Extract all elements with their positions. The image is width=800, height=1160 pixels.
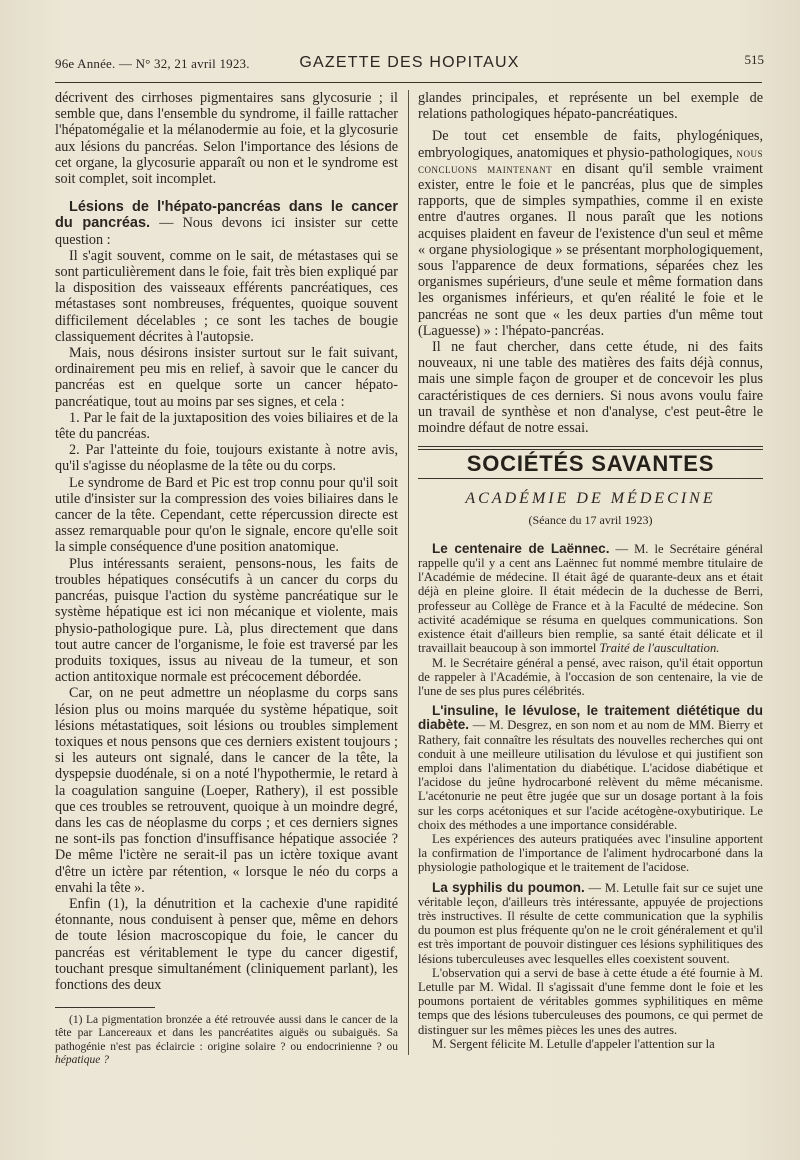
page-header — [55, 50, 764, 74]
paragraph-part: De tout cet ensemble de faits, phylogéniques, embryologiques, anatomiques et physio-pathologiques, — [418, 128, 763, 161]
list-item: 2. Par l'atteinte du foie, toujours existante à notre avis, qu'il s'agisse du néoplasme de la tête ou du corps. — [55, 442, 398, 475]
paragraph: Les expériences des auteurs pratiquées avec l'insuline apportent la confirmation de l'importance de l'aliment hydrocarboné dans la physiologie pathologique et le traitement de l'acidose. — [418, 831, 763, 875]
left-column — [55, 90, 398, 1067]
section-rule — [418, 446, 763, 450]
paragraph: M. le Secrétaire général a pensé, avec raison, qu'il était opportun de rappeler à l'Académie, à l'occasion de son centenaire, la vie de l'une de ses plus pures célébrités. — [418, 655, 763, 698]
societes-savantes-heading: SOCIÉTÉS SAVANTES — [466, 451, 715, 477]
syphilis-text: — M. Letulle fait sur ce sujet une véritable leçon, d'ailleurs très intéressante, appuyée de projections très instructives. Il résulte de cette communication que la syphilis du poumon est plus fréquente qu'on ne le croit généralement et qu'il est très important de pouvoir distinguer ces lésions syphilitiques des lésions tuberculeuses avec lesquelles elles coexistent souvent. — [418, 880, 763, 966]
paragraph: Il s'agit souvent, comme on le sait, de métastases qui se sont particulièrement dans le foie, fait très bien expliqué par la disposition des vaisseaux efférents pancréatiques, ces métastases sont nombreuses, fréquentes, quoique souvent difficilement décelables ; ce sont les taches de bougie classiquement décrites à l'autopsie. — [55, 247, 398, 345]
laennec-paragraph — [418, 542, 763, 656]
paragraph: décrivent des cirrhoses pigmentaires sans glycosurie ; il semble que, dans l'ensemble du syndrome, il faille rattacher l'hépatomégalie et la mélanodermie au foie, et la glycosurie aux lésions du pancréas. Selon l'importance des lésions de cet organe, la glycosurie apparaît ou non et le syndrome est soit complet, soit incomplet. — [55, 90, 398, 188]
paragraph: Mais, nous désirons insister surtout sur le fait suivant, ordinairement peu mis en relief, à savoir que le cancer du pancréas est en quelque sorte un cancer hépato-pancréatique, tout au moins par ses signes, et cela : — [55, 345, 398, 410]
journal-title: GAZETTE DES HOPITAUX — [299, 54, 520, 71]
footnote-text: (1) La pigmentation bronzée a été retrouvée aussi dans le cancer de la tête par Lancereaux et dans les pancréatites aiguës ou subaiguës. Sa pathogénie n'est pas éclaircie : origine solaire ? ou endocrinienne ? ou — [55, 1014, 398, 1053]
section-rule — [418, 478, 763, 479]
paragraph: Plus intéressants seraient, pensons-nous, les faits de troubles hépatiques consécutifs à un cancer du corps du pancréas, puisque l'action du système pancréatique sur le système hépatique est ici non mécanique et violente, mais physio-pathologique pure. Là, plus directement que dans tout autre cancer de l'organisme, le foie est traversé par les produits toxiques, issus au niveau de la tumeur, et son action antitoxique normale est précocement débordée. — [55, 555, 398, 686]
laennec-text: — M. le Secrétaire général rappelle qu'il y a cent ans Laënnec fut nommé membre titulaire de l'Académie de médecine. Il était âgé de quarante-deux ans et était déjà en pleine gloire. Il était médecin de la duchesse de Berri, professeur au Collège de France et à la Faculté de médecine. Son activité académique se résuma en quelques communications. Son existence était d'ailleurs bien remplie, sa santé était délicate et il travaillait beaucoup à son immortel — [418, 541, 763, 656]
paragraph: Car, on ne peut admettre un néoplasme du corps sans lésion plus ou moins marquée du système hépatique, soit lésions métastatiques, soit lésions ou troubles simplement toxiques et nous pensons que ces derniers existent toujours ; si les auteurs ont signalé, dans le cancer de la tête, la dyspepsie duodénale, si on a noté l'hypothermie, le retard à la coagulation sanguine (Loeper, Rathery), il est possible que ces troubles se retrouvent, quoique à un moindre degré, dans les cas de néoplasme du corps ; et ces derniers signes ne sont-ils pas fonction d'insuffisance hépatique associée ? De même l'ictère ne serait-il pas un ictère toxique avant d'être un ictère par rétention, « lorsque le néo du corps a envahi la tête ». — [55, 685, 398, 896]
section-lead: — Nous devons ici insister sur cette question : — [55, 215, 398, 248]
section-title: Lésions de l'hépato-pancréas dans le cancer du pancréas. — [55, 199, 398, 232]
small-caps-text: nous concluons maintenant — [418, 145, 763, 176]
footnote-rule — [55, 1007, 155, 1008]
footnote — [55, 1014, 398, 1067]
paragraph: M. Sergent félicite M. Letulle d'appeler l'attention sur la — [432, 1036, 715, 1051]
syphilis-title: La syphilis du poumon. — [432, 879, 585, 895]
column-divider — [408, 90, 409, 1055]
syphilis-paragraph — [418, 881, 763, 966]
proceedings — [418, 542, 763, 1051]
issue-info: 96e Année. — N° 32, 21 avril 1923. — [55, 56, 250, 71]
laennec-italic: Traité de l'auscultation. — [599, 641, 720, 656]
insuline-title: L'insuline, le lévulose, le traitement diététique du diabète. — [418, 703, 763, 733]
paragraph: Enfin (1), la dénutrition et la cachexie d'une rapidité étonnante, nous conduisent à penser que, même en dehors de toute lésion macroscopique du foie, le cancer du pancréas est véritablement le type du cancer digestif, touchant presque simultanément (cliniquement parlant), les fonctions des deux — [55, 895, 398, 993]
insuline-paragraph — [418, 704, 763, 832]
laennec-title: Le centenaire de Laënnec. — [432, 540, 610, 556]
insuline-text: — M. Desgrez, en son nom et au nom de MM. Bierry et Rathery, fait connaître les résultats des nouvelles recherches qui ont conduit à une meilleure utilisation du lévulose et qui justifient son emploi dans l'alimentation du diabétique. L'acidose diabétique et l'acidose du jeûne hydrocarboné relèvent du même mécanisme. L'acétonurie ne peut être jugée que sur un dosage portant à la fois sur les corps acétoniques et sur l'acide acétogène-oxybutirique. Le choix des méthodes a une importance considérable. — [418, 718, 763, 832]
header-rule — [55, 82, 762, 83]
conclusion-paragraph — [418, 128, 763, 339]
section-heading-paragraph — [55, 199, 398, 248]
paragraph: glandes principales, et représente un bel exemple de relations pathologiques hépato-pancréatiques. — [418, 90, 763, 123]
footnote-italic: hépatique ? — [55, 1054, 109, 1067]
right-column — [418, 90, 763, 1051]
page-number: 515 — [744, 52, 764, 67]
paragraph: L'observation qui a servi de base à cette étude a été fournie à M. Letulle par M. Widal. Il s'agissait d'une femme dont le foie et les poumons portaient de véritables gommes syphilitiques en même temps que des lésions tuberculeuses des poumons, ce qui permet de distinguer sur les mêmes pièces les unes des autres. — [418, 965, 763, 1037]
paragraph: Le syndrome de Bard et Pic est trop connu pour qu'il soit utile d'insister sur la compression des voies biliaires dans le cancer de la tête. Cependant, cette répercussion directe est assez remarquable pour qu'on le signale, encore qu'elle soit la simple conséquence d'une position anatomique. — [55, 474, 398, 556]
paragraph: Il ne faut chercher, dans cette étude, ni des faits nouveaux, ni une table des matières des faits déjà connus, mais une simple façon de grouper et de concevoir les plus caractéristiques de ces derniers. Si nous avons voulu faire un travail de synthèse et non d'analyse, c'est peut-être le moindre défaut de notre essai. — [418, 339, 763, 437]
seance-date: (Séance du 17 avril 1923) — [528, 512, 653, 527]
paragraph-part: en disant qu'il semble vraiment exister, entre le foie et le pancréas, plus que de simples rapports, que de simples sympathies, comme il en existe entre d'autres organes. Il nous paraît que les notions acquises plaident en faveur de l'existence d'un seul et même « organe physiologique » se présentant morphologiquement, sous l'apparence de deux formations, séparées chez les organismes supérieurs, d'une seule et même formation dans les organismes inférieurs, et qu'en réalité le foie et le pancréas ne sont que « les deux parties d'un même tout (Laguesse) » : l'hépato-pancréas. — [418, 160, 763, 339]
academie-heading: ACADÉMIE DE MÉDECINE — [465, 490, 716, 508]
list-item: 1. Par le fait de la juxtaposition des voies biliaires et de la tête du pancréas. — [55, 409, 398, 443]
